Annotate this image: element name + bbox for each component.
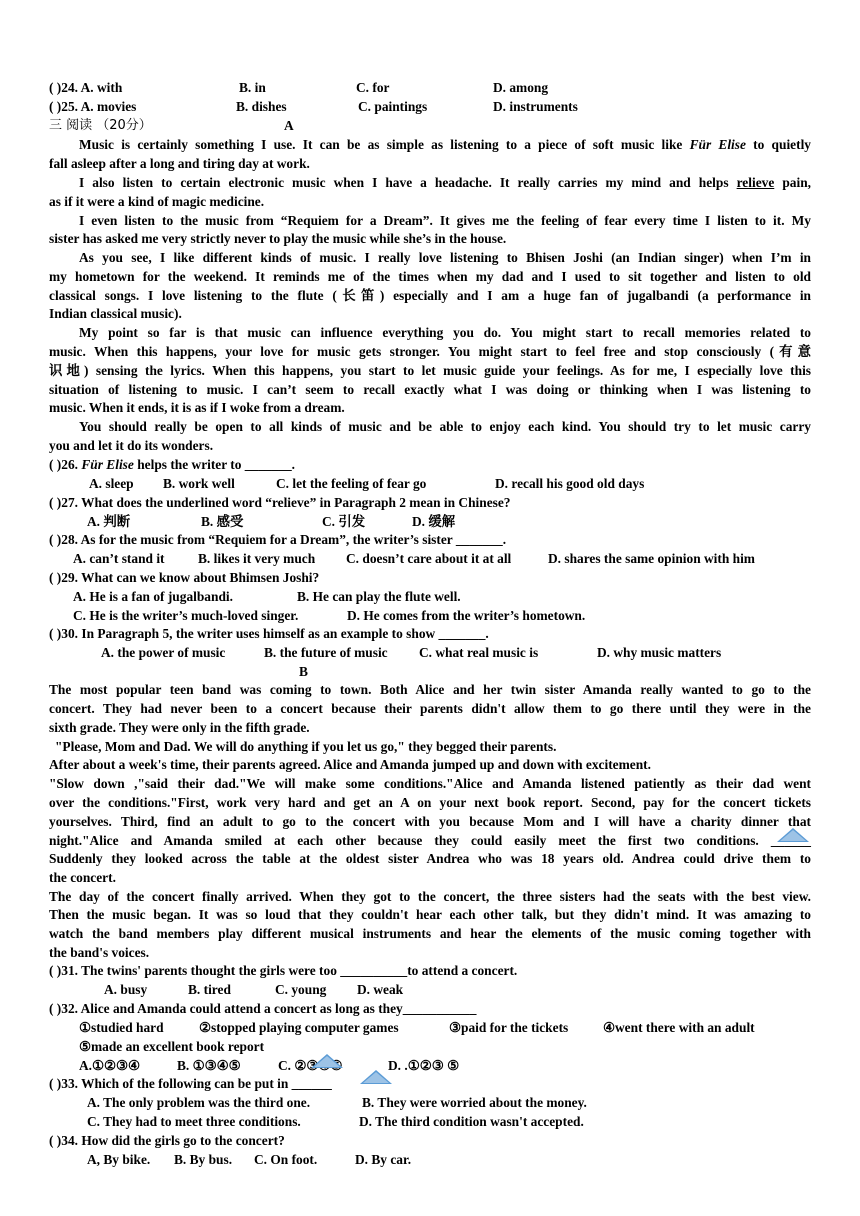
question-33: ( )33. Which of the following can be put in ______ <box>49 1076 332 1091</box>
passage-a-line: My point so far is that music can influence everything you do. You might start to recall memories related to <box>79 325 811 340</box>
passage-b-line: The most popular teen band was coming to town. Both Alice and her twin sister Amanda really wanted to go to the <box>49 682 811 697</box>
q28-option-b: B. likes it very much <box>198 551 316 566</box>
passage-a-line: You should really be open to all kinds of music and be able to enjoy each kind. You should try to let music carry <box>79 419 811 434</box>
section-reading-heading <box>49 116 811 135</box>
q29-option-b: B. He can play the flute well. <box>297 589 461 604</box>
passage-b-line: Then the music began. It was so loud that they couldn't hear each other talk, but they didn't mind. It was amazing to <box>49 907 811 922</box>
q32-choice-2: ②stopped playing computer games <box>199 1020 399 1035</box>
q29-option-a: A. He is a fan of jugalbandi. <box>73 589 233 604</box>
q24-option-c: C. for <box>356 80 390 95</box>
passage-a-line: classical songs. I love listening to the flute (长笛) especially and I am a huge fan of jugalbandi (a performance in <box>49 288 811 303</box>
question-27-options <box>49 512 811 531</box>
passage-b-line: "Slow down ,"said their dad."We will make some conditions."Alice and Amanda listened patiently as their dad went <box>49 776 811 791</box>
q31-option-c: C. young <box>275 982 327 997</box>
q27-option-c: C. 引发 <box>322 514 366 529</box>
q31-option-b: B. tired <box>188 982 231 997</box>
q27-option-b: B. 感受 <box>201 514 244 529</box>
underlined-word-relieve: relieve <box>736 175 775 190</box>
q26-option-b: B. work well <box>163 476 235 491</box>
q26-option-d: D. recall his good old days <box>495 476 645 491</box>
q30-option-b: B. the future of music <box>264 645 388 660</box>
question-26: ( )26. Für Elise helps the writer to _______. <box>49 457 296 472</box>
question-30: ( )30. In Paragraph 5, the writer uses himself as an example to show _______. <box>49 626 489 641</box>
blank-triangle-icon <box>777 828 809 842</box>
question-32: ( )32. Alice and Amanda could attend a concert as long as they___________ <box>49 1001 477 1016</box>
question-32-choices-2 <box>49 1037 811 1056</box>
passage-b-label: B <box>299 664 308 679</box>
passage-b-line: the concert. <box>49 870 116 885</box>
q28-option-a: A. can’t stand it <box>73 551 165 566</box>
question-27: ( )27. What does the underlined word “relieve” in Paragraph 2 mean in Chinese? <box>49 495 511 510</box>
question-31-options <box>49 980 811 999</box>
question-34-options <box>49 1150 811 1169</box>
q30-option-d: D. why music matters <box>597 645 722 660</box>
passage-a-line: my hometown for the weekend. It reminds me of the times when my dad and I used to sit together and listen to old <box>49 269 811 284</box>
question-24 <box>49 78 811 97</box>
passage-b-line: Suddenly they looked across the table at the oldest sister Andrea who was 18 years old. Andrea could drive them to <box>49 851 811 866</box>
question-28-options <box>49 549 811 568</box>
passage-a-line: you and let it do its wonders. <box>49 438 214 453</box>
q32-choice-1: ①studied hard <box>79 1020 164 1035</box>
question-26-options <box>49 474 811 493</box>
passage-a-line: As you see, I like different kinds of music. I really love listening to Bhisen Joshi (an Indian singer) when I’m in <box>79 250 811 265</box>
q27-option-a: A. 判断 <box>87 514 131 529</box>
q28-option-d: D. shares the same opinion with him <box>548 551 755 566</box>
passage-b-line: After about a week's time, their parents agreed. Alice and Amanda jumped up and down with excitement. <box>49 757 651 772</box>
q24-option-d: D. among <box>493 80 549 95</box>
q33-option-b: B. They were worried about the money. <box>362 1095 587 1110</box>
passage-a-line: situation of listening to music. I can’t seem to recall exactly what I was doing or thinking when I was listening to <box>49 382 811 397</box>
passage-a-line: I even listen to the music from “Requiem for a Dream”. It gives me the feeling of fear every time I listen to it. My <box>79 213 811 228</box>
song-title-fur-elise: Für Elise <box>689 137 746 152</box>
q34-option-c: C. On foot. <box>254 1152 318 1167</box>
q32-option-b: B. ①③④⑤ <box>177 1058 241 1073</box>
q34-option-b: B. By bus. <box>174 1152 233 1167</box>
passage-b-line: over the conditions."First, work very hard and get an A on your next book report. Second, pay for the concert tickets <box>49 795 811 810</box>
section-title: 三 阅读 （20分） <box>49 118 152 133</box>
passage-a-line: sister has asked me very strictly never to play the music while she’s in the house. <box>49 231 507 246</box>
q32-option-c: C. ②③④⑤ <box>278 1058 343 1073</box>
passage-b-line: sixth grade. They were only in the fifth grade. <box>49 720 310 735</box>
passage-a-line: music. When this happens, your love for music gets stronger. You might start to feel free and stop consciously (有意 <box>49 344 811 359</box>
q25-option-c: C. paintings <box>358 99 428 114</box>
q25-stem: ( )25. A. movies <box>49 99 137 114</box>
question-32-options <box>49 1056 811 1075</box>
passage-a-line: as if it were a kind of magic medicine. <box>49 194 265 209</box>
q33-option-a: A. The only problem was the third one. <box>87 1095 311 1110</box>
passage-a-line: 识地) sensing the lyrics. When this happens, you start to let music guide your feelings. As for me, I especially love this <box>49 363 811 378</box>
passage-b-line: watch the band members play different musical instruments and hear the elements of the music coming together with <box>49 926 811 941</box>
question-29-options-2 <box>49 606 811 625</box>
question-30-options <box>49 643 811 662</box>
q32-choice-5: ⑤made an excellent book report <box>79 1039 265 1054</box>
question-25 <box>49 97 811 116</box>
q24-stem: ( )24. A. with <box>49 80 123 95</box>
passage-a-line: I also listen to certain electronic music when I have a headache. It really carries my mind and helps relieve pain, <box>79 175 811 190</box>
question-29-options <box>49 587 811 606</box>
passage-b-line: yourselves. Third, find an adult to go to the concert with you because Mom and I will have a charity dinner that <box>49 814 811 829</box>
q27-option-d: D. 缓解 <box>412 514 456 529</box>
blank-triangle-icon <box>360 1070 392 1084</box>
passage-a-line: Music is certainly something I use. It can be as simple as listening to a piece of soft music like Für Elise to quietly <box>79 137 811 152</box>
passage-b-heading <box>49 662 811 681</box>
q26-option-c: C. let the feeling of fear go <box>276 476 427 491</box>
question-29: ( )29. What can we know about Bhimsen Joshi? <box>49 570 320 585</box>
passage-b-line: The day of the concert finally arrived. When they got to the concert, the three sisters had the seats with the best view. <box>49 889 811 904</box>
question-33-options <box>49 1093 811 1112</box>
passage-a-line: Indian classical music). <box>49 306 182 321</box>
q33-option-d: D. The third condition wasn't accepted. <box>359 1114 584 1129</box>
q25-option-d: D. instruments <box>493 99 578 114</box>
q32-choice-4: ④went there with an adult <box>603 1020 755 1035</box>
q32-option-d: D. .①②③ ⑤ <box>388 1058 460 1073</box>
q24-option-b: B. in <box>239 80 266 95</box>
q28-option-c: C. doesn’t care about it at all <box>346 551 512 566</box>
q34-option-d: D. By car. <box>355 1152 412 1167</box>
q30-option-a: A. the power of music <box>101 645 226 660</box>
question-28: ( )28. As for the music from “Requiem for a Dream”, the writer’s sister _______. <box>49 532 507 547</box>
q31-option-d: D. weak <box>357 982 404 997</box>
passage-a-line: fall asleep after a long and tiring day at work. <box>49 156 310 171</box>
q29-option-d: D. He comes from the writer’s hometown. <box>347 608 586 623</box>
q33-option-c: C. They had to meet three conditions. <box>87 1114 301 1129</box>
q34-option-a: A, By bike. <box>87 1152 151 1167</box>
passage-a-label: A <box>284 118 294 133</box>
question-31: ( )31. The twins' parents thought the girls were too __________to attend a concert. <box>49 963 518 978</box>
q31-option-a: A. busy <box>104 982 148 997</box>
q30-option-c: C. what real music is <box>419 645 539 660</box>
question-33-options-2 <box>49 1112 811 1131</box>
question-34: ( )34. How did the girls go to the concert? <box>49 1133 285 1148</box>
q26-option-a: A. sleep <box>89 476 134 491</box>
blank-triangle-icon <box>311 1054 343 1068</box>
q32-choice-3: ③paid for the tickets <box>449 1020 569 1035</box>
question-32-choices <box>49 1018 811 1037</box>
passage-b-line: night."Alice and Amanda smiled at each other because they could easily meet the first two conditions. ______ <box>49 833 811 848</box>
passage-b-line: "Please, Mom and Dad. We will do anything if you let us go," they begged their parents. <box>55 739 557 754</box>
q25-option-b: B. dishes <box>236 99 287 114</box>
q29-option-c: C. He is the writer’s much-loved singer. <box>73 608 299 623</box>
passage-a-line: music. When it ends, it is as if I woke from a dream. <box>49 400 345 415</box>
passage-b-line: concert. They had never been to a concert because their parents didn't allow them to go there until they were in the <box>49 701 811 716</box>
passage-b-line: the band's voices. <box>49 945 150 960</box>
q32-option-a: A.①②③④ <box>79 1058 141 1073</box>
